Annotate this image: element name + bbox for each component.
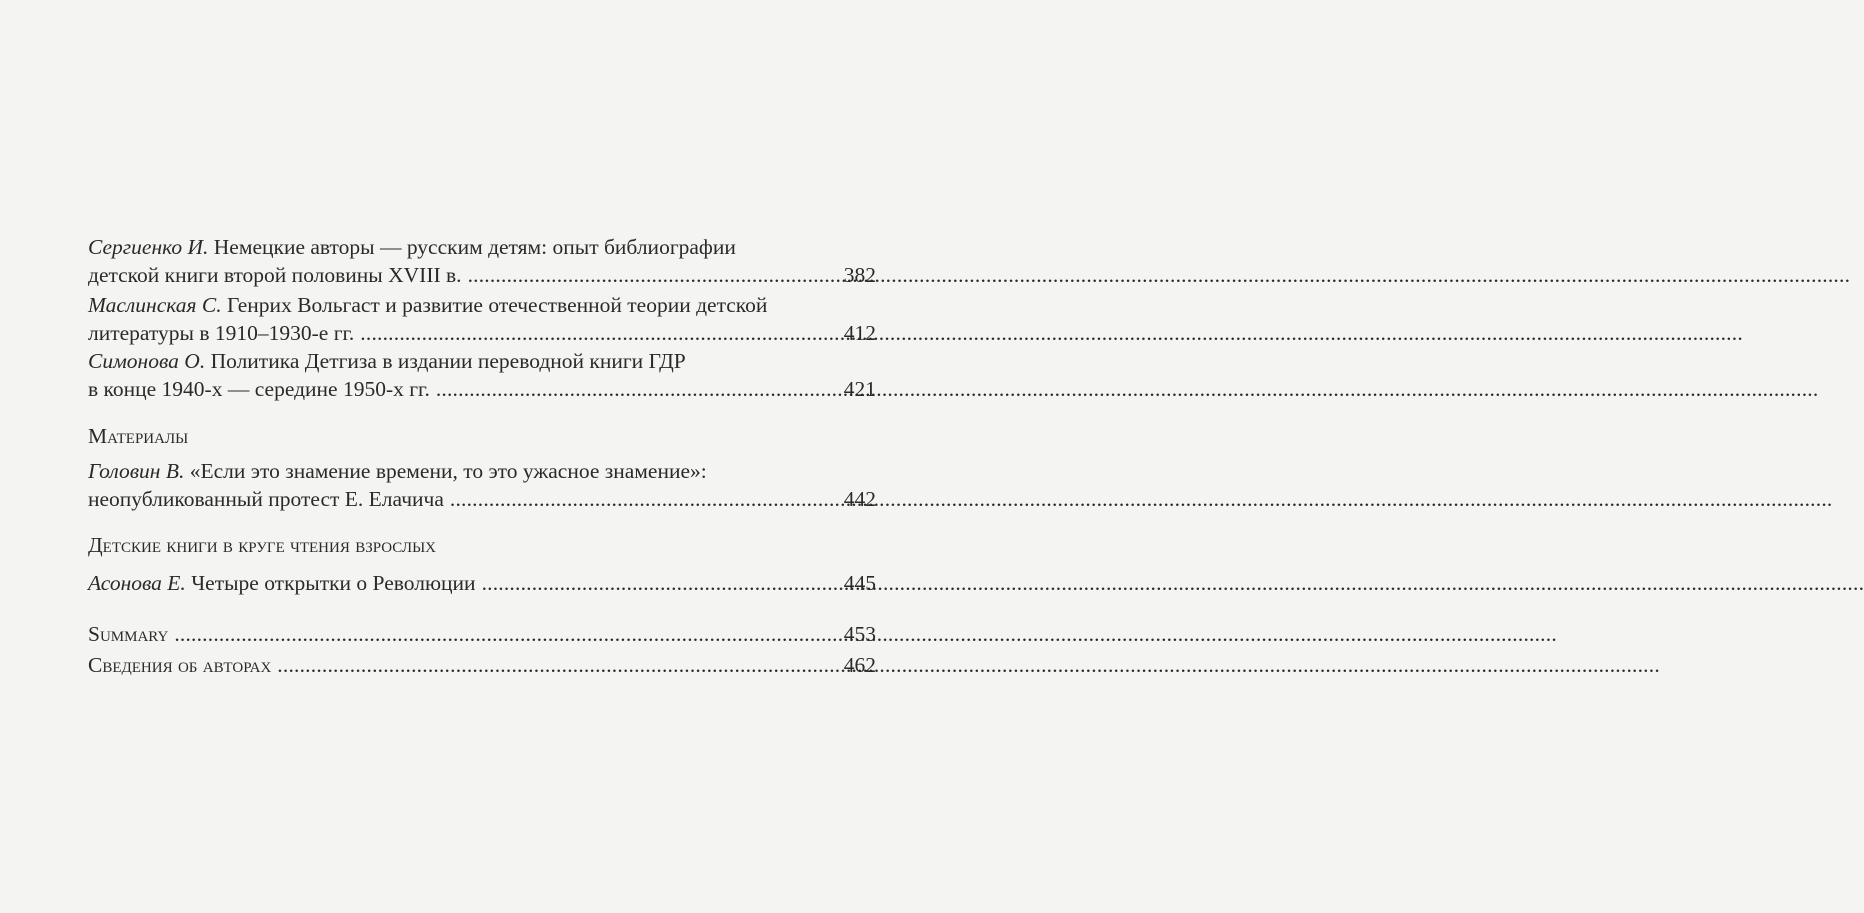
dot-leader — [174, 620, 841, 648]
entry-line-1 — [88, 291, 876, 319]
entry-title-continued: литературы в 1910–1930-е гг. — [88, 321, 355, 345]
entry-line-1 — [88, 620, 876, 648]
dot-leader — [277, 651, 841, 679]
entry-title: Четыре открытки о Революции — [191, 571, 476, 595]
entry-title-continued: в конце 1940-х — середине 1950-х гг. — [88, 377, 430, 401]
entry-text — [88, 569, 476, 597]
entry-line-2 — [88, 261, 876, 289]
entry-line-1 — [88, 569, 876, 597]
book-page — [0, 0, 913, 913]
entry-page-number: 445 — [843, 571, 876, 595]
entry-title: «Если это знамение времени, то это ужасное знамение»: — [189, 459, 707, 483]
section-heading-materials — [88, 422, 876, 450]
entry-line-1 — [88, 651, 876, 679]
entry-author: Головин В. — [88, 459, 185, 483]
entry-title-continued: неопубликованный протест Е. Елачича — [88, 487, 444, 511]
entry-author: Сергиенко И. — [88, 235, 209, 259]
entry-page-number: 412 — [843, 321, 876, 345]
entry-author: Асонова Е. — [88, 571, 186, 595]
entry-title: Немецкие авторы — русским детям: опыт библиографии — [213, 235, 736, 259]
entry-line-2 — [88, 375, 876, 403]
entry-author: Маслинская С. — [88, 293, 222, 317]
toc-entry-authors-info — [88, 651, 876, 679]
entry-line-2 — [88, 485, 876, 513]
entry-line-1 — [88, 233, 876, 261]
toc-entry-summary — [88, 620, 876, 648]
entry-title: Summary — [88, 622, 169, 646]
entry-line-1 — [88, 457, 876, 485]
toc-entry — [88, 347, 876, 403]
toc-entry — [88, 291, 876, 347]
dot-leader — [436, 375, 842, 403]
section-heading-text: Детские книги в круге чтения взрослых — [88, 533, 437, 557]
entry-page-number: 442 — [843, 487, 876, 511]
dot-leader — [360, 319, 841, 347]
entry-line-2 — [88, 319, 876, 347]
entry-page-number: 421 — [843, 377, 876, 401]
dot-leader — [468, 261, 842, 289]
entry-author: Симонова О. — [88, 349, 206, 373]
entry-page-number: 382 — [843, 263, 876, 287]
entry-page-number: 453 — [843, 622, 876, 646]
toc-entry — [88, 457, 876, 513]
entry-title: Сведения об авторах — [88, 653, 272, 677]
entry-title: Политика Детгиза в издании переводной книги ГДР — [210, 349, 686, 373]
entry-title-continued: детской книги второй половины XVIII в. — [88, 263, 462, 287]
entry-page-number: 462 — [843, 653, 876, 677]
section-heading-adult-reading — [88, 531, 876, 559]
dot-leader — [450, 485, 842, 513]
section-heading-text: Материалы — [88, 424, 189, 448]
entry-title: Генрих Вольгаст и развитие отечественной теории детской — [226, 293, 768, 317]
dot-leader — [482, 569, 842, 597]
toc-entry — [88, 569, 876, 597]
entry-line-1 — [88, 347, 876, 375]
toc-entry — [88, 233, 876, 289]
